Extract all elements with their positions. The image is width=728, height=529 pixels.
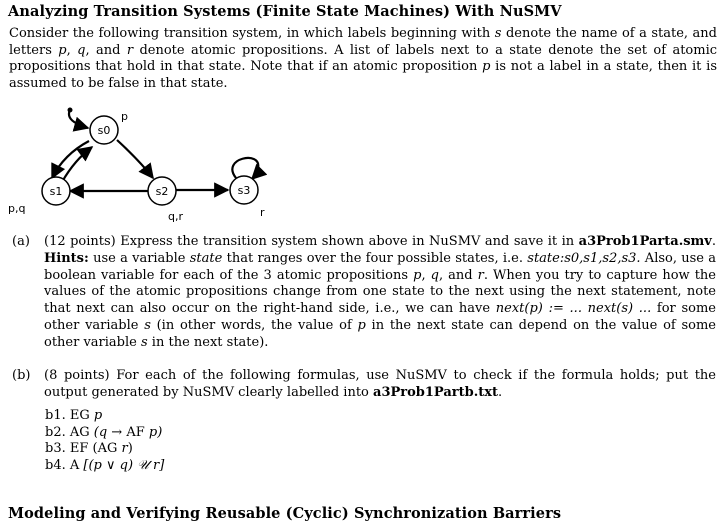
text-span: Consider the following transition system, in which labels beginning with — [9, 26, 495, 41]
formula-math: (q → — [93, 424, 127, 440]
formula-text: EF (AG — [69, 441, 122, 456]
text-span: is not a label in a state, then it is assumed to be false in that state. — [9, 59, 718, 91]
text-span: , — [421, 267, 431, 283]
formula-text: AG — [69, 424, 94, 440]
formula-text: ) — [127, 441, 133, 456]
text-span: denote the name of a state, and letters — [9, 26, 717, 58]
text-span: (in other words, the value of — [150, 317, 358, 333]
props-s2: q,r — [168, 210, 184, 223]
initial-arrow — [69, 110, 88, 128]
next-section-heading: Modeling and Verifying Reusable (Cyclic) Synchronization Barriers — [8, 505, 562, 522]
math-s: s — [144, 317, 151, 333]
state-label: s0 — [97, 124, 111, 137]
state-declaration: state:s0,s1,s2,s3. — [527, 250, 641, 266]
text-span: , and — [438, 267, 478, 283]
next-expression: next(p) := ... next(s) ... — [495, 301, 652, 317]
formula-item — [45, 458, 164, 475]
text-span: (8 points) For each of the following formulas, use NuSMV to check if the formula holds; put the output generated by NuSMV clearly labelled into — [44, 368, 716, 400]
formula-item — [45, 408, 164, 425]
math-r: r — [477, 267, 484, 283]
math-q: q — [77, 42, 86, 58]
edge-s0-s1 — [52, 141, 89, 178]
math-p: p — [58, 42, 67, 58]
state-label: s3 — [237, 184, 251, 197]
state-label: s2 — [155, 185, 169, 198]
item-label: (a) — [12, 234, 30, 249]
question-a — [12, 234, 716, 352]
initial-dot — [68, 108, 73, 113]
math-p: p — [357, 317, 366, 333]
filename: a3Prob1Partb.txt — [373, 384, 498, 400]
text-span: Also, use a boolean variable for each of the 3 atomic propositions — [44, 250, 717, 283]
formula-label: b4. — [45, 457, 66, 473]
question-b-text — [44, 368, 716, 402]
formula-math: p — [93, 408, 103, 423]
props-s3: r — [260, 206, 265, 219]
text-span: . — [498, 384, 503, 400]
text-span: (12 points) Express the transition system shown above in NuSMV and save it in — [44, 234, 579, 249]
text-span: in the next state can depend on the value of some other variable — [44, 317, 716, 350]
formula-math: p) — [148, 424, 163, 440]
text-span: . When you try to capture how the values of the atomic propositions change from one state to the next using the next statement, note that next can also occur on the right-hand side, i.e., we can have — [44, 267, 716, 317]
formula-math: [(p ∨ q) 𝒰 r] — [83, 457, 165, 473]
formula-math: r — [121, 441, 128, 456]
text-span: , and — [85, 42, 127, 58]
formula-list — [45, 408, 164, 474]
hints-label: Hints: — [44, 250, 89, 266]
transition-system-diagram — [0, 100, 300, 230]
formula-label: b2. — [45, 424, 66, 440]
text-span: for some other variable — [44, 301, 716, 333]
question-b — [12, 368, 716, 402]
state-s2 — [148, 177, 176, 205]
section-heading: Analyzing Transition Systems (Finite State Machines) With NuSMV — [8, 3, 562, 20]
formula-item — [45, 441, 164, 458]
intro-paragraph — [9, 26, 717, 92]
formula-item — [45, 425, 164, 442]
formula-label: b1. — [45, 408, 66, 423]
question-a-text — [44, 234, 716, 352]
props-s1: p,q — [8, 202, 26, 215]
state-s3 — [230, 176, 258, 204]
text-span: in the next state). — [147, 334, 269, 350]
text-span: , — [66, 42, 78, 58]
edge-s1-s0 — [62, 147, 92, 182]
math-p: p — [482, 59, 491, 74]
math-s: s — [141, 334, 148, 350]
math-state: state — [189, 250, 223, 266]
state-s0 — [90, 116, 118, 144]
props-s0: p — [121, 110, 128, 123]
math-q: q — [430, 267, 439, 283]
math-p: p — [413, 267, 422, 283]
text-span: that ranges over the four possible states, i.e. — [222, 250, 528, 266]
item-label: (b) — [12, 368, 31, 383]
math-s: s — [494, 26, 502, 41]
text-span: . — [711, 234, 716, 249]
state-s1 — [42, 177, 70, 205]
edge-s0-s2 — [117, 140, 153, 178]
math-r: r — [126, 42, 134, 58]
text-span: use a variable — [88, 250, 190, 266]
formula-text: EG — [69, 408, 94, 423]
formula-text: AF — [126, 424, 149, 440]
state-label: s1 — [49, 185, 63, 198]
text-span: denote atomic propositions. A list of labels next to a state denote the set of atomic propositions that hold in that state. Note that if an atomic proposition — [9, 42, 718, 74]
formula-text: A — [69, 457, 84, 473]
filename: a3Prob1Parta.smv — [578, 234, 712, 249]
formula-label: b3. — [45, 441, 66, 456]
